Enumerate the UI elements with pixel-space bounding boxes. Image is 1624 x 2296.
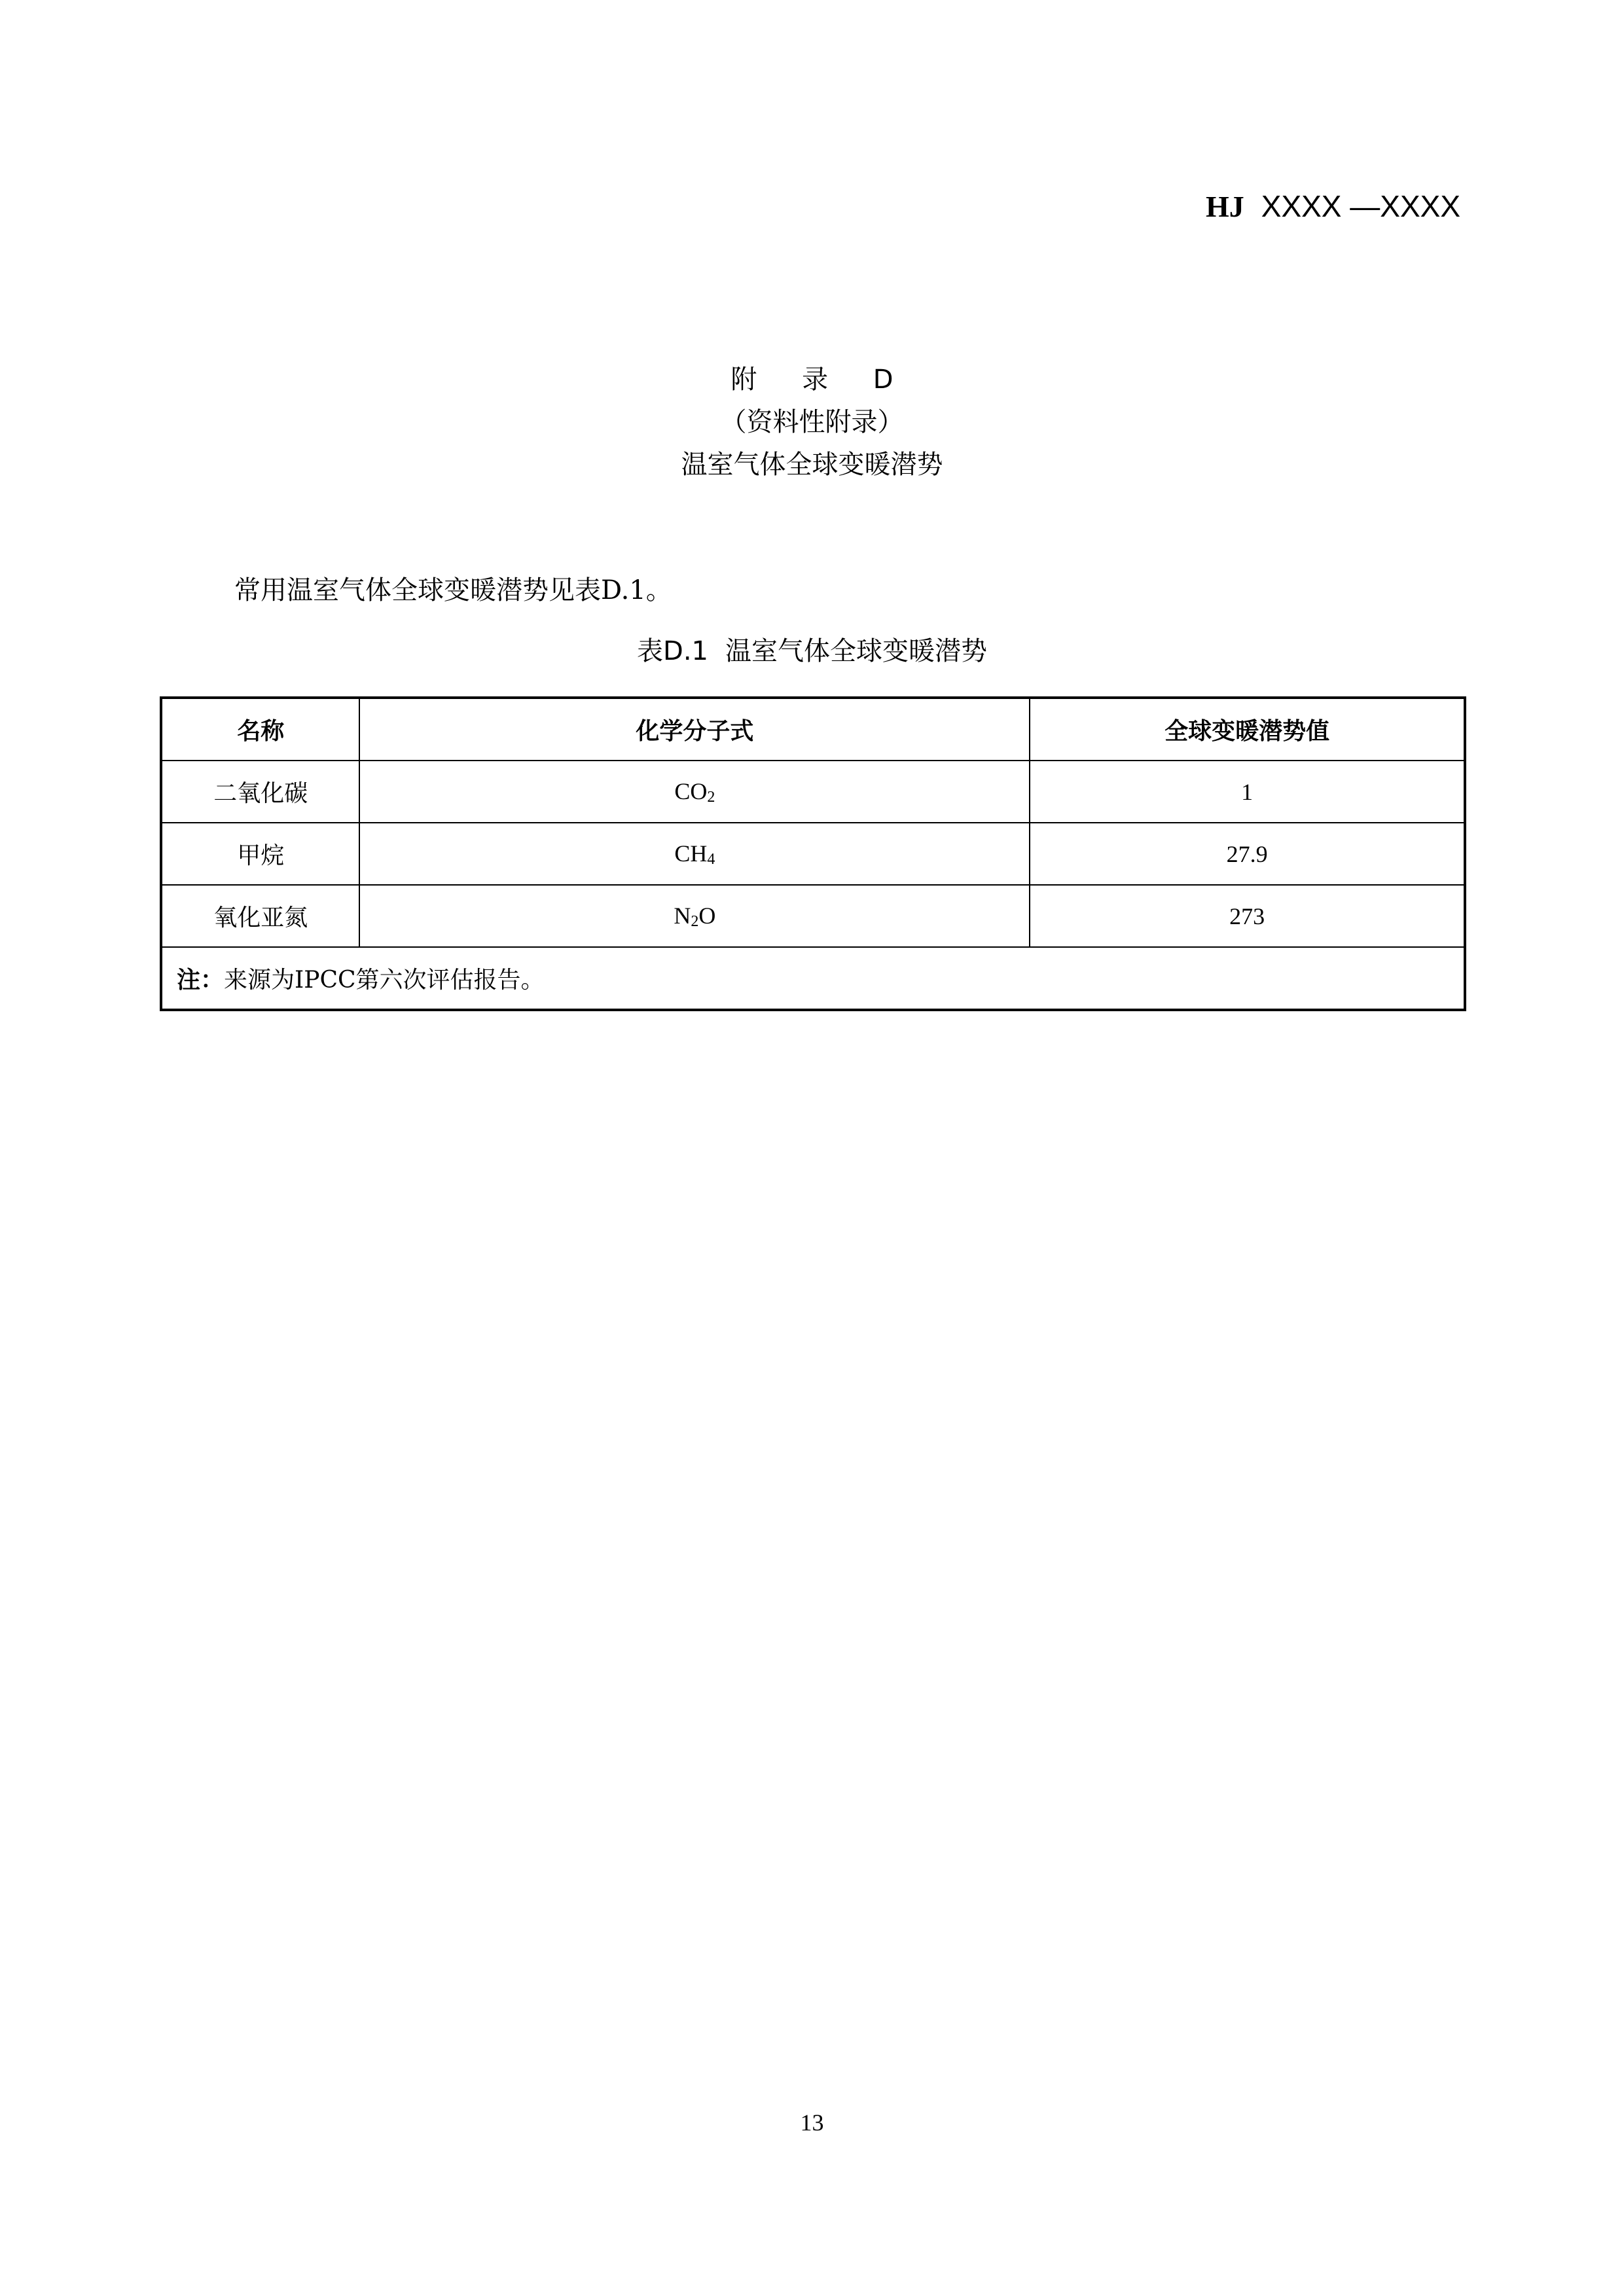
table-note-cell [161,947,1465,1010]
gas-name-cell: 氧化亚氮 [161,885,359,947]
annex-title: 附 录 D [731,365,912,395]
formula-subscript: 2 [707,788,715,806]
annex-type: （资料性附录） [720,407,904,437]
standard-code: HJ [1205,190,1244,223]
table-caption [0,632,1624,671]
formula-cell [359,823,1030,885]
gwp-value-cell: 273 [1030,885,1465,947]
standard-header [1206,188,1460,224]
column-header-formula: 化学分子式 [359,698,1030,761]
table-row [161,823,1465,885]
intro-paragraph: 常用温室气体全球变暖潜势见表D.1。 [234,575,672,605]
gwp-value-cell: 1 [1030,761,1465,823]
formula-base: CH [674,840,708,867]
note-label: 注： [177,966,225,994]
table-caption-label: 表D.1 [637,636,708,666]
standard-number: XXXX —XXXX [1261,189,1460,223]
column-header-name: 名称 [161,698,359,761]
page-number: 13 [800,2109,824,2136]
formula-tail: O [698,902,716,929]
gwp-value-cell: 27.9 [1030,823,1465,885]
table-caption-title: 温室气体全球变暖潜势 [725,636,987,666]
formula-cell [359,761,1030,823]
table-row [161,761,1465,823]
formula-cell [359,885,1030,947]
annex-title-block [0,359,1624,486]
formula-base: CO [674,778,708,804]
gas-name-cell: 甲烷 [161,823,359,885]
table-row [161,885,1465,947]
annex-subject: 温室气体全球变暖潜势 [681,450,943,480]
column-header-gwp: 全球变暖潜势值 [1030,698,1465,761]
formula-subscript: 2 [691,912,699,930]
gwp-table [160,696,1466,1011]
formula-base: N [674,902,691,929]
table-note-row [161,947,1465,1010]
formula-subscript: 4 [707,850,715,868]
note-text: 来源为IPCC第六次评估报告。 [224,967,545,994]
table-header-row [161,698,1465,761]
gas-name-cell: 二氧化碳 [161,761,359,823]
